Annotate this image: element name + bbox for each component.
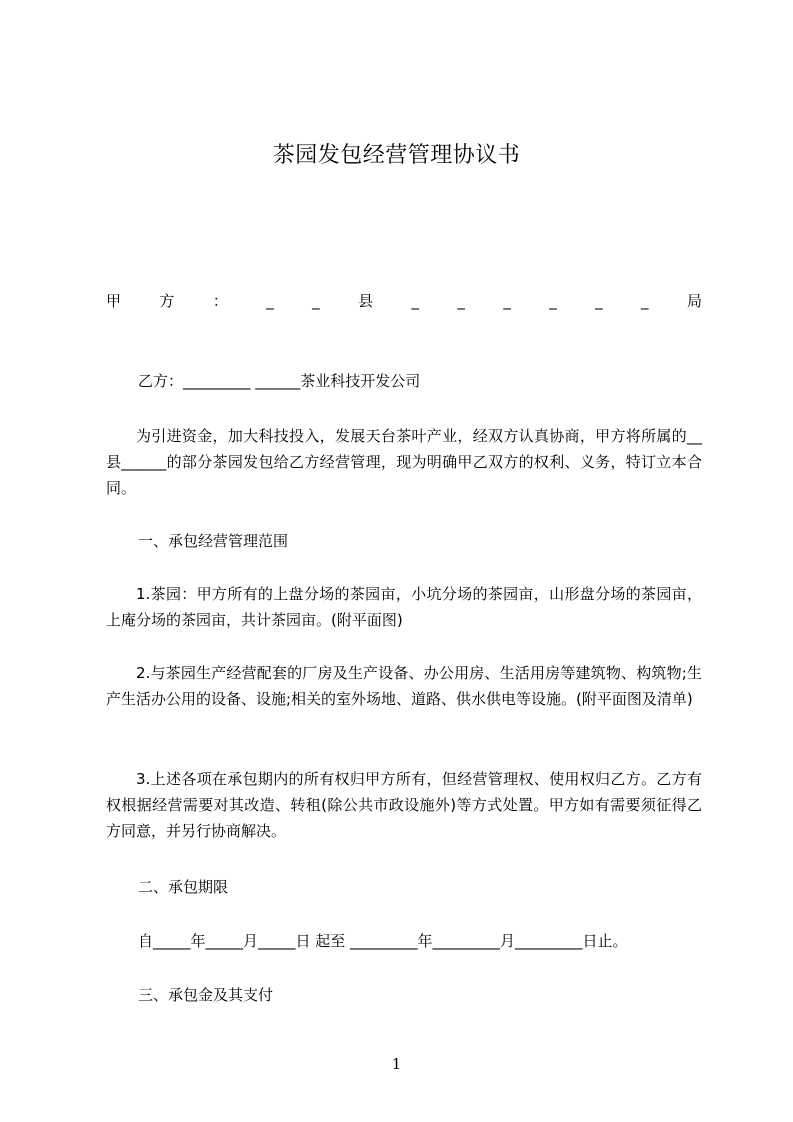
party-a-char: _	[266, 292, 274, 310]
party-a-char: _	[549, 292, 557, 310]
party-a-char: 甲	[106, 292, 122, 310]
party-a-char: _	[312, 292, 320, 310]
intro-paragraph: 为引进资金，加大科技投入，发展天台茶叶产业，经双方认真协商，甲方将所属的__县______的部分茶园发包给乙方经营管理，现为明确甲乙双方的权利、义务，特订立本合同。	[106, 427, 702, 497]
clause-2: 2.与茶园生产经营配套的厂房及生产设备、办公用房、生活用房等建筑物、构筑物;生产生活办公用的设备、设施;相关的室外场地、道路、供水供电等设施。(附平面图及清单)	[106, 664, 702, 708]
party-a-char: _	[411, 292, 419, 310]
party-a-line	[106, 288, 702, 314]
party-a-char: 局	[686, 292, 702, 310]
party-a-char: 方	[159, 292, 175, 310]
party-a-char: ：	[212, 292, 228, 310]
party-a-char: _	[595, 292, 603, 310]
clause-3: 3.上述各项在承包期内的所有权归甲方所有，但经营管理权、使用权归乙方。乙方有权根据经营需要对其改造、转租(除公共市政设施外)等方式处置。甲方如有需要须征得乙方同意，并另行协商解决。	[106, 770, 702, 840]
party-a-char: _	[503, 292, 511, 310]
party-a-char: _	[641, 292, 649, 310]
section-1-heading: 一、承包经营管理范围	[138, 532, 289, 550]
page-number: 1	[391, 1055, 402, 1073]
document-title: 茶园发包经营管理协议书	[272, 143, 521, 168]
clause-1: 1.茶园：甲方所有的上盘分场的茶园亩，小坑分场的茶园亩，山形盘分场的茶园亩，上庵分场的茶园亩，共计茶园亩。(附平面图)	[106, 585, 702, 629]
party-a-char: 县	[358, 292, 374, 310]
party-b-line: 乙方：_________ ______茶业科技开发公司	[138, 372, 421, 390]
section-2-heading: 二、承包期限	[138, 878, 229, 896]
term-line: 自_____年_____月_____日 起至 _________年_________月_________日止。	[138, 932, 628, 950]
section-3-heading: 三、承包金及其支付	[138, 986, 274, 1004]
party-a-char: _	[457, 292, 465, 310]
